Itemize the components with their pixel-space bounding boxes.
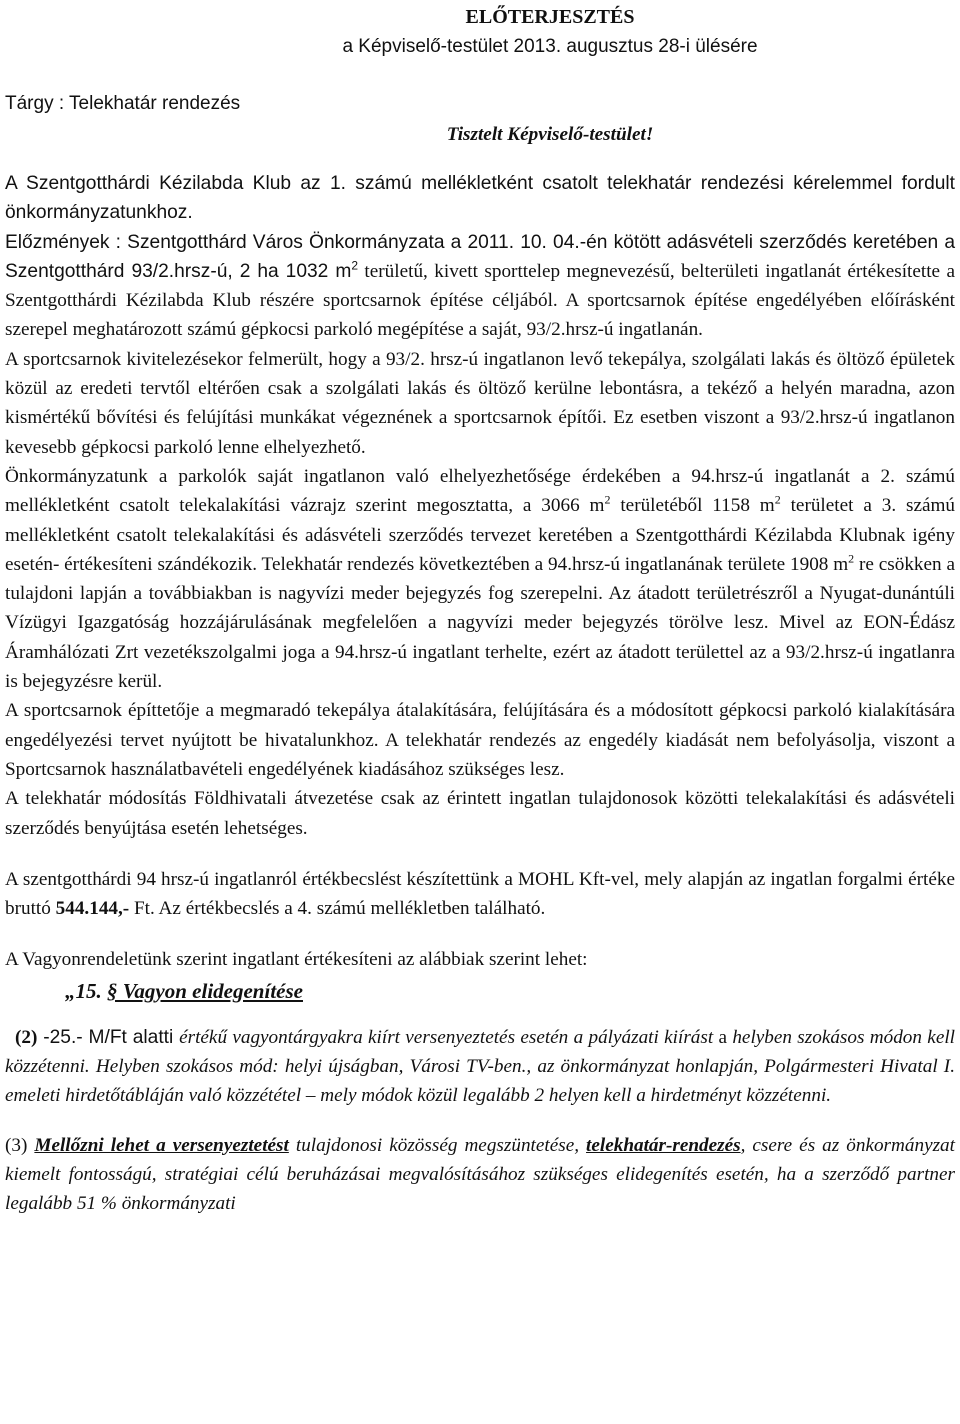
paragraph-parcel-split-text-2: területéből 1158 m: [610, 495, 775, 517]
paragraph-valuation-text-2: Ft. Az értékbecslés a 4. számú mellékletben található.: [129, 898, 546, 920]
paragraph-section-3: [5, 1131, 955, 1219]
paragraph-background: [5, 228, 955, 345]
superscript: 2: [351, 258, 358, 273]
paragraph-construction: A sportcsarnok kivitelezésekor felmerült, hogy a 93/2. hrsz-ú ingatlanon levő tekepálya, szolgálati lakás és öltöző épületek közül az eredeti tervtől eltérően csak a szolgálati lakás és öltöző kerülne lebontásra, a tekéző a helyén maradna, azon kismértékű bővítési és felújítási munkákat végeznének a sportcsarnok építői. Ez esetben viszont a 93/2.hrsz-ú ingatlanon kevesebb gépkocsi parkoló lenne elhelyezhető.: [5, 348, 955, 458]
paragraph-permit: A sportcsarnok építtetője a megmaradó tekepálya átalakítására, felújítására és a módosított gépkocsi parkoló kialakítására engedélyezési tervet nyújtott be hivatalunkhoz. A telekhatár rendezés az engedély kiadását nem befolyásolja, viszont a Sportcsarnok használatbavételi engedélyének kiadásához szükséges lesz.: [5, 700, 955, 780]
paragraph-regulation-intro: A Vagyonrendeletünk szerint ingatlant értékesíteni az alábbiak szerint lehet:: [5, 949, 588, 971]
greeting: Tisztelt Képviselő-testület!: [446, 124, 654, 145]
paragraph-section-2-text-1: -25.- M/Ft alatti: [37, 1026, 180, 1048]
paragraph-section-3-text-1: tulajdonosi közösség megszüntetése,: [288, 1134, 587, 1156]
paragraph-section-2-text-3: a: [713, 1026, 733, 1048]
superscript: 2: [848, 551, 855, 566]
paragraph-section-2-text-2: értékű vagyontárgyakra kiírt versenyeztetés esetén a pályázati kiírást: [179, 1026, 714, 1048]
paragraph-section-2: [5, 1023, 955, 1111]
superscript: 2: [604, 492, 611, 507]
article-title: § Vagyon elidegenítése: [107, 978, 303, 1003]
paragraph-parcel-split-text-1: Önkormányzatunk a parkolók saját ingatlanon való elhelyezhetősége érdekében a 94.hrsz-ú ingatlanát a 2. számú mellékletként csatolt telekalakítási vázrajz szerint megosztatta, a 3066 m: [5, 465, 955, 517]
paragraph-background-text-2: területű, kivett sporttelep megnevezésű, belterületi ingatlanát értékesítette a Szentgotthárdi Kézilabda Klub részére sportcsarnok építése céljából. A sportcsarnok építése engedélyében előírásként szerepel meghatározott számú gépkocsi parkoló megépítése a saját, 93/2.hrsz-ú ingatlanán.: [5, 260, 956, 341]
section-3-emphasis-2: telekhatár-rendezés: [586, 1134, 741, 1156]
paragraph-section-3-text-2: , csere és az önkormányzat kiemelt fontosságú, stratégiai célú beruházásai megvalósításához szükséges elidegenítés esetén, ha a szerződő partner legalább 51 % önkormányzati: [5, 1134, 955, 1215]
superscript: 2: [774, 492, 781, 507]
section-number: (3): [5, 1134, 35, 1156]
paragraph-section-2-text-4: helyben szokásos módon kell közzétenni. Helyben szokásos mód: helyi újságban, Városi TV-ben., az önkormányzat honlapján, Polgármesteri Hivatal I. emeleti hirdetőtábláján való közzététel – mely módok közül legalább 2 helyen kell a hirdetményt közzétenni.: [5, 1026, 955, 1107]
paragraph-parcel-split-text-4: re csökken a tulajdoni lapján a továbbiakban is nagyvízi meder bejegyzés fog szerepelni. Az átadott területrészről a Nyugat-dunántúli Vízügyi Igazgatóság hozzájárulásának megfelelően a nagyvízi meder bejegyzés törölve lesz. Mivel az EON-Édász Áramhálózati Zrt vezetékszolgalmi joga a 94.hrsz-ú ingatlant terhelte, ezért az átadott területtel az a 93/2.hrsz-ú ingatlanra is bejegyzésre kerül.: [5, 553, 955, 693]
article-heading: [65, 977, 955, 1005]
document-page: [5, 2, 955, 1219]
document-title: ELŐTERJESZTÉS: [465, 6, 635, 28]
paragraph-valuation: [5, 865, 955, 924]
article-number: „15.: [65, 978, 107, 1003]
document-subtitle: a Képviselő-testület 2013. augusztus 28-i ülésére: [342, 36, 758, 57]
paragraph-land-registry: A telekhatár módosítás Földhivatali átvezetése csak az érintett ingatlan tulajdonosok közötti telekalakítási és adásvételi szerződés benyújtása esetén lehetséges.: [5, 788, 955, 839]
paragraph-intro: A Szentgotthárdi Kézilabda Klub az 1. számú mellékletként csatolt telekhatár rendezési kérelemmel fordult önkormányzatunkhoz.: [5, 173, 955, 224]
paragraph-valuation-text-1: A szentgotthárdi 94 hrsz-ú ingatlanról értékbecslést készítettünk a MOHL Kft-vel, mely alapján az ingatlan forgalmi értéke bruttó: [5, 868, 955, 920]
subject-line: Tárgy : Telekhatár rendezés: [5, 93, 241, 114]
paragraph-parcel-split-text-3: területet a 3. számú mellékletként csatolt telekalakítási és adásvételi szerződés tervezet keretében a Szentgotthárdi Kézilabda Klubnak igény esetén- értékesíteni szándékozik. Telekhatár rendezés következtében a 94.hrsz-ú ingatlanának területe 1908 m: [5, 495, 955, 575]
valuation-amount: 544.144,-: [55, 898, 130, 920]
section-number: (2): [15, 1026, 38, 1048]
paragraph-background-text-1: Előzmények : Szentgotthárd Város Önkormányzata a 2011. 10. 04.-én kötött adásvételi szerződés keretében a Szentgotthárd 93/2.hrsz-ú, 2 ha 1032 m: [5, 231, 955, 282]
paragraph-parcel-split: [5, 462, 955, 696]
section-3-emphasis-1: Mellőzni lehet a versenyeztetést: [34, 1134, 289, 1156]
